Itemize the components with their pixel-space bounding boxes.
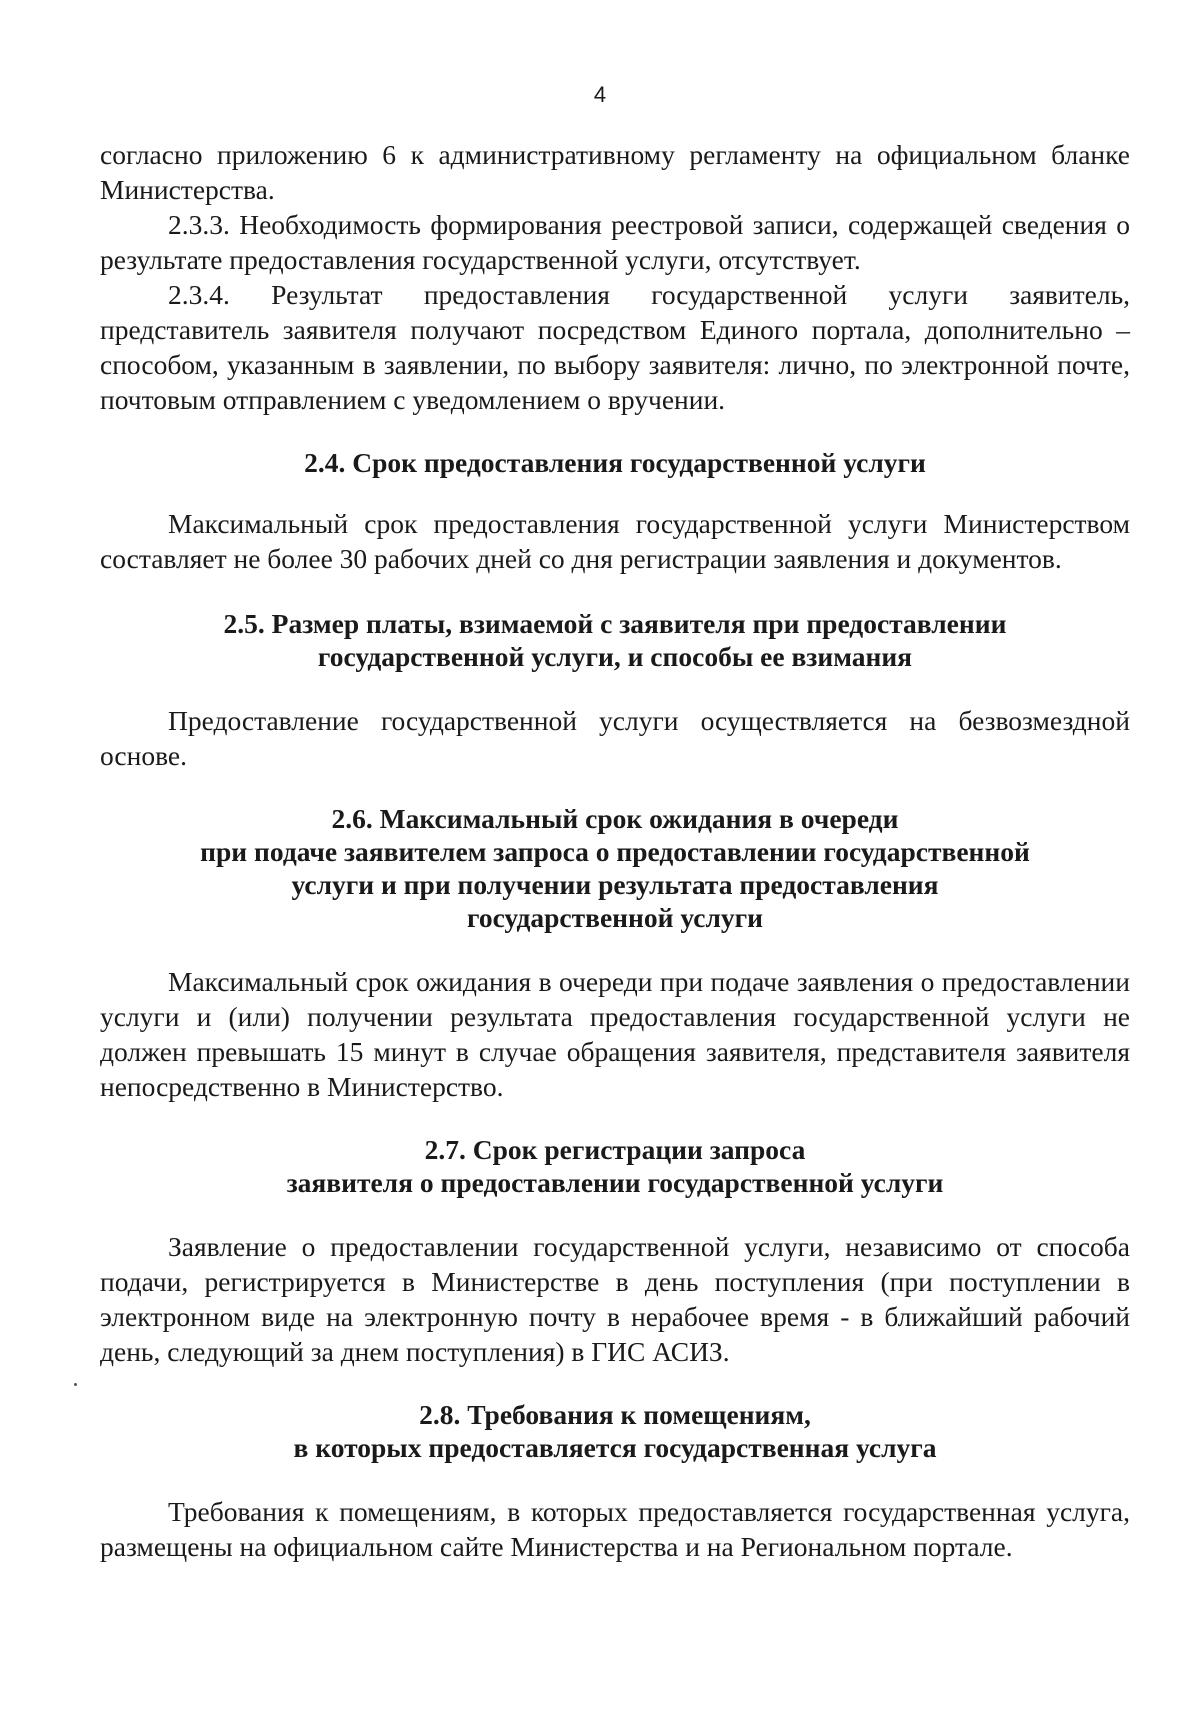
paragraph-2-4: Максимальный срок предоставления государственной услуги Министерством составляет не более 30 рабочих дней со дня регистрации заявления и документов.	[100, 508, 1130, 574]
section-title-line: государственной услуги	[467, 902, 763, 933]
section-title-line: государственной услуги, и способы ее взимания	[317, 641, 913, 672]
section-title-2-6	[100, 802, 1130, 934]
paragraph-continuation: согласно приложению 6 к административному регламенту на официальном бланке Министерства.	[100, 139, 1130, 205]
section-title-line: 2.6. Максимальный срок ожидания в очереди	[331, 803, 899, 834]
section-title-2-8	[100, 1398, 1130, 1464]
paragraph-2-3-4: 2.3.4. Результат предоставления государственной услуги заявитель, представитель заявителя получают посредством Единого портала, дополнительно – способом, указанным в заявлении, по выбору заявителя: лично, по электронной почте, почтовым отправлением с уведомлением о вручении.	[100, 279, 1130, 415]
section-title-line: заявителя о предоставлении государственной услуги	[286, 1167, 944, 1198]
section-title-line: 2.7. Срок регистрации запроса	[424, 1134, 806, 1165]
paragraph-2-6: Максимальный срок ожидания в очереди при подаче заявления о предоставлении услуги и (или) получении результата предоставления государственной услуги не должен превышать 15 минут в случае обращения заявителя, представителя заявителя непосредственно в Министерство.	[100, 966, 1130, 1102]
section-title-2-5	[100, 607, 1130, 673]
scan-speck	[74, 1383, 77, 1386]
section-title-line: услуги и при получении результата предоставления	[291, 869, 939, 900]
section-title-line: 2.8. Требования к помещениям,	[419, 1399, 811, 1430]
paragraph-2-5: Предоставление государственной услуги осуществляется на безвозмездной основе.	[100, 705, 1130, 771]
document-body	[100, 137, 1130, 1564]
section-title-line: 2.5. Размер платы, взимаемой с заявителя при предоставлении	[223, 608, 1007, 639]
paragraph-2-7: Заявление о предоставлении государственной услуги, независимо от способа подачи, регистрируется в Министерстве в день поступления (при поступлении в электронном виде на электронную почту в нерабочее время - в ближайший рабочий день, следующий за днем поступления) в ГИС АСИЗ.	[100, 1231, 1130, 1367]
section-title-line: 2.4. Срок предоставления государственной услуги	[304, 447, 926, 478]
paragraph-2-3-3: 2.3.3. Необходимость формирования реестровой записи, содержащей сведения о результате предоставления государственной услуги, отсутствует.	[100, 209, 1130, 275]
section-title-2-4	[100, 446, 1130, 479]
page-number: 4	[593, 82, 607, 107]
paragraph-2-8: Требования к помещениям, в которых предоставляется государственная услуга, размещены на официальном сайте Министерства и на Региональном портале.	[100, 1496, 1130, 1562]
section-title-line: при подаче заявителем запроса о предоставлении государственной	[200, 836, 1030, 867]
section-title-line: в которых предоставляется государственная услуга	[293, 1432, 937, 1463]
section-title-2-7	[100, 1133, 1130, 1199]
